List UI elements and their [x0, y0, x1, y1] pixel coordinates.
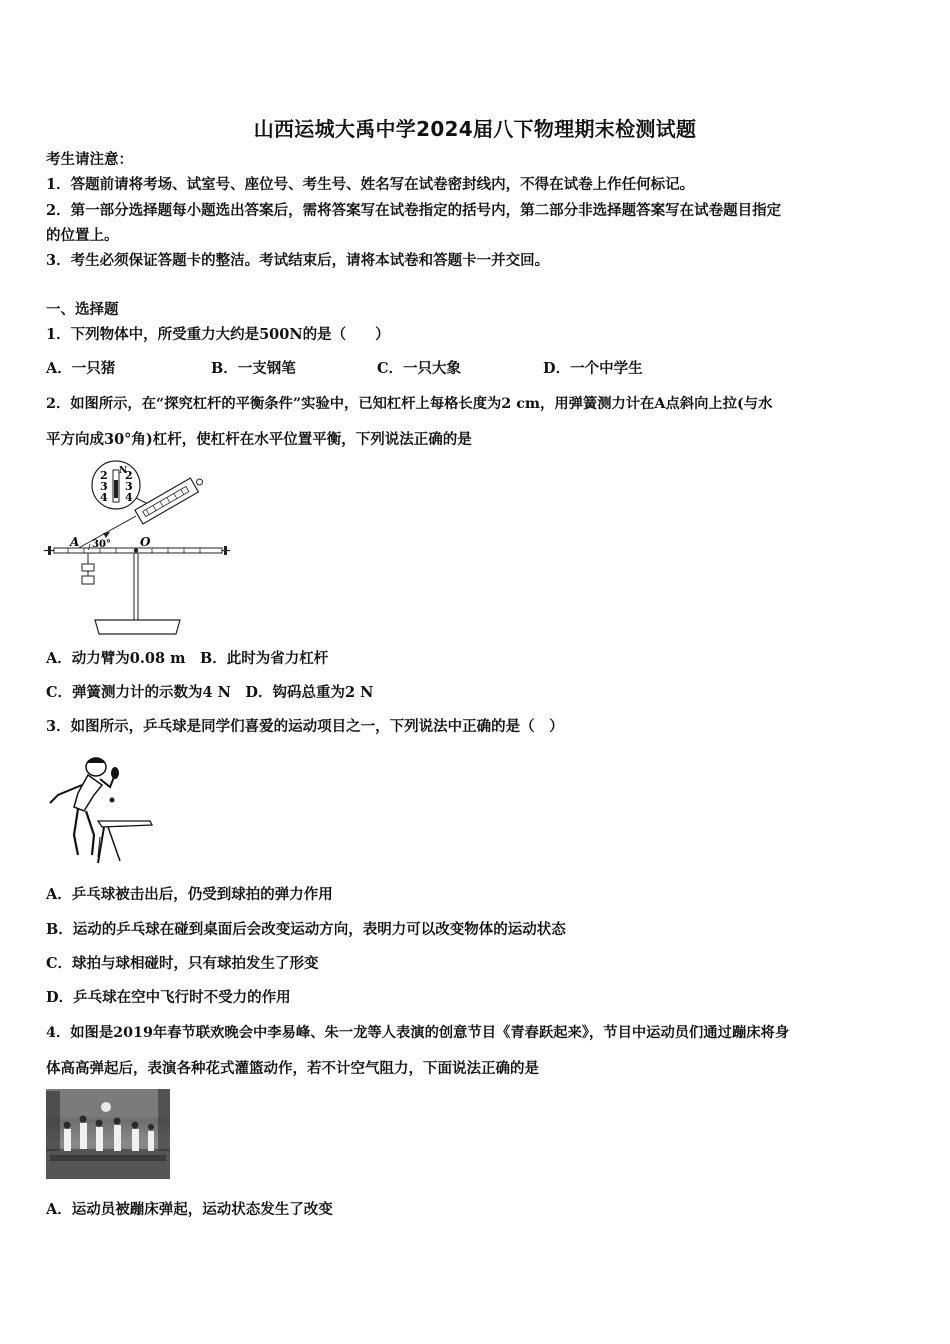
q2-options-ab: A．动力臂为0.08 m B．此时为省力杠杆 — [46, 650, 329, 667]
label-a: A — [70, 535, 80, 549]
table-tennis-figure — [44, 755, 154, 867]
lever-figure — [40, 460, 240, 640]
spring-balance — [135, 474, 206, 524]
q1-option-b: B．一支钢笔 — [211, 360, 296, 377]
scale-left-4: 4 — [100, 491, 108, 504]
notice-item-3: 3．考生必须保证答题卡的整洁。考试结束后，请将本试卷和答题卡一并交回。 — [46, 252, 550, 269]
q1-option-a: A．一只猪 — [46, 360, 116, 377]
q2-options-cd: C．弹簧测力计的示数为4 N D．钩码总重为2 N — [46, 684, 374, 701]
hook-weight-1 — [82, 564, 94, 571]
hook-weight-2 — [82, 576, 94, 584]
stand-base — [95, 620, 180, 634]
notice-item-2-cont: 的位置上。 — [46, 227, 119, 244]
q3-option-d: D．乒乓球在空中飞行时不受力的作用 — [46, 989, 291, 1006]
q3-option-b: B．运动的乒乓球在碰到桌面后会改变运动方向，表明力可以改变物体的运动状态 — [46, 921, 566, 938]
q1-stem: 1．下列物体中，所受重力大约是500N的是（ ） — [46, 326, 390, 343]
q1-option-d: D．一个中学生 — [543, 360, 643, 377]
angle-label: 30° — [92, 539, 111, 550]
q1-option-c: C．一只大象 — [377, 360, 462, 377]
notice-item-1: 1．答题前请将考场、试室号、座位号、考生号、姓名写在试卷密封线内，不得在试卷上作任何标记。 — [46, 176, 695, 193]
q4-stem-line2: 体高高弹起后，表演各种花式灌篮动作，若不计空气阻力，下面说法正确的是 — [46, 1060, 539, 1077]
scale-right-4: 4 — [125, 491, 133, 504]
performance-photo — [46, 1089, 170, 1179]
page-title: 山西运城大禹中学2024届八下物理期末检测试题 — [253, 117, 697, 141]
q4-option-a: A．运动员被蹦床弹起，运动状态发生了改变 — [46, 1201, 333, 1218]
q2-stem-line2: 平方向成30°角)杠杆，使杠杆在水平位置平衡，下列说法正确的是 — [46, 431, 472, 448]
q3-option-a: A．乒乓球被击出后，仍受到球拍的弹力作用 — [46, 886, 333, 903]
notice-heading: 考生请注意： — [46, 151, 133, 168]
q2-stem-line1: 2．如图所示，在“探究杠杆的平衡条件”实验中，已知杠杆上每格长度为2 cm，用弹簧测力计在A点斜向上拉(与水 — [46, 396, 773, 412]
q4-stem-line1: 4．如图是2019年春节联欢晚会中李易峰、朱一龙等人表演的创意节目《青春跃起来》，节目中运动员们通过蹦床将身 — [46, 1025, 790, 1041]
scale-left-3: 3 — [100, 480, 108, 493]
scale-right-2: 2 — [125, 469, 133, 482]
ping-pong-table — [98, 821, 152, 827]
scale-left-2: 2 — [100, 469, 108, 482]
q3-stem: 3．如图所示，乒乓球是同学们喜爱的运动项目之一，下列说法中正确的是（ ） — [46, 718, 564, 735]
ping-pong-ball — [110, 798, 115, 803]
q3-option-c: C．球拍与球相碰时，只有球拍发生了形变 — [46, 955, 319, 972]
scale-unit-label: N — [119, 466, 128, 476]
notice-item-2: 2．第一部分选择题每小题选出答案后，需将答案写在试卷指定的括号内，第二部分非选择题答案写在试卷题目指定 — [46, 202, 782, 219]
section-heading: 一、选择题 — [46, 301, 119, 318]
scale-right-3: 3 — [125, 480, 133, 493]
label-o: O — [140, 535, 151, 549]
